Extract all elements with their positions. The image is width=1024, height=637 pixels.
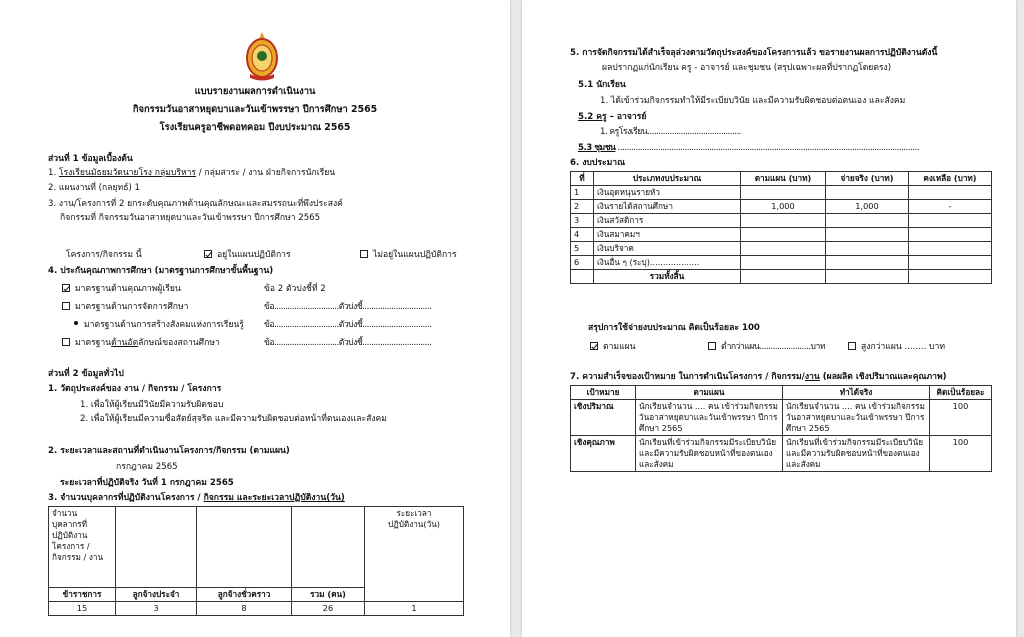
section-5-heading: 5. การจัดกิจกรรมได้สำเร็จลุล่วงตามวัตถุประสงค์ของโครงการแล้ว ขอรายงานผลการปฏิบัติงานดังนี้ bbox=[570, 48, 938, 58]
standard-3-item: ข้อ.............................ตัวบ่งชี้............................... bbox=[264, 320, 432, 330]
table-cell: นักเรียนที่เข้าร่วมกิจกรรมมีระเบียบวินัยและมีความรับผิดชอบหน้าที่ของตนเอง และสังคม bbox=[636, 436, 783, 472]
table-cell bbox=[741, 228, 826, 242]
option-under-plan[interactable]: ต่ำกว่าแผน.......................บาท bbox=[708, 342, 825, 353]
section-7-heading: 7. ความสำเร็จของเป้าหมาย ในการดำเนินโครงการ / กิจกรรม/งาน (ผลผลิต เชิงปริมาณและคุณภาพ) bbox=[570, 372, 947, 382]
checkbox-icon[interactable] bbox=[708, 342, 716, 350]
checkbox-icon[interactable] bbox=[62, 338, 70, 346]
table-cell: นักเรียนที่เข้าร่วมกิจกรรมมีระเบียบวินัยและมีความรับผิดชอบหน้าที่ของตนเอง และสังคม bbox=[783, 436, 930, 472]
goal-col-plan: ตามแผน bbox=[636, 386, 783, 400]
table-cell: เงินบริจาค bbox=[594, 242, 741, 256]
table-cell: 1,000 bbox=[741, 200, 826, 214]
table-cell: 1,000 bbox=[826, 200, 909, 214]
table-cell bbox=[741, 214, 826, 228]
standard-4-item: ข้อ.............................ตัวบ่งชี้............................... bbox=[264, 338, 432, 348]
objective-1: 1. เพื่อให้ผู้เรียนมีวินัยมีความรับผิดชอบ bbox=[80, 400, 224, 410]
value-permanent: 3 bbox=[116, 602, 197, 616]
budget-row bbox=[571, 214, 992, 228]
table-cell: 6 bbox=[571, 256, 594, 270]
table-cell bbox=[826, 228, 909, 242]
standard-2-item: ข้อ.............................ตัวบ่งชี้............................... bbox=[264, 302, 432, 312]
section-5-1: 5.1 นักเรียน bbox=[578, 80, 626, 90]
budget-summary: สรุปการใช้จ่ายงบประมาณ คิดเป็นร้อยละ 100 bbox=[588, 323, 760, 333]
checkbox-icon[interactable] bbox=[360, 250, 368, 258]
objective-2: 2. เพื่อให้ผู้เรียนมีความซื่อสัตย์สุจริต และมีความรับผิดชอบต่อหน้าที่ตนเองและสังคม bbox=[80, 414, 387, 424]
table-cell bbox=[909, 228, 992, 242]
budget-row bbox=[571, 242, 992, 256]
table-cell: 2 bbox=[571, 200, 594, 214]
table-cell bbox=[741, 256, 826, 270]
table-cell bbox=[826, 186, 909, 200]
staff-heading: 3. จำนวนบุคลากรที่ปฏิบัติงานโครงการ / กิจกรรม และระยะเวลาปฏิบัติงาน(วัน) bbox=[48, 493, 345, 503]
standard-4[interactable]: มาตรฐานด้านอัตลักษณ์ของสถานศึกษา bbox=[62, 338, 220, 349]
section-5-sub: ผลปรากฏแก่นักเรียน ครู - อาจารย์ และชุมชน (สรุปเฉพาะผลที่ปรากฏโดยตรง) bbox=[602, 63, 892, 73]
school-title: โรงเรียนครูอาชีพดอทคอม ปีงบประมาณ 2565 bbox=[159, 122, 351, 133]
document-page-right bbox=[522, 0, 1016, 637]
budget-row bbox=[571, 186, 992, 200]
objective-heading: 1. วัตถุประสงค์ของ งาน / กิจกรรม / โครงการ bbox=[48, 384, 222, 394]
item-4: 4. ประกันคุณภาพการศึกษา (มาตรฐานการศึกษาขั้นพื้นฐาน) bbox=[48, 266, 274, 276]
table-cell: 100 bbox=[930, 400, 992, 436]
goal-table bbox=[570, 385, 992, 472]
report-title: แบบรายงานผลการดำเนินงาน bbox=[194, 86, 316, 97]
table-cell bbox=[909, 256, 992, 270]
value-temporary: 8 bbox=[197, 602, 292, 616]
table-cell: 1 bbox=[571, 186, 594, 200]
goal-col-target: เป้าหมาย bbox=[571, 386, 636, 400]
item-3-activity: กิจกรรมที่ กิจกรรมวันอาสาหยุดบาและวันเข้าพรรษา ปีการศึกษา 2565 bbox=[60, 213, 321, 223]
standard-1-item: ข้อ 2 ตัวบ่งชี้ที่ 2 bbox=[264, 284, 326, 294]
table-cell bbox=[909, 242, 992, 256]
col-civil-servant: ข้าราชการ bbox=[49, 588, 116, 602]
staff-header-cell: จำนวน บุคลากรที่ ปฏิบัติงาน โครงการ / กิจกรรม / งาน bbox=[49, 507, 116, 588]
table-cell: 5 bbox=[571, 242, 594, 256]
table-cell: เงินรายได้สถานศึกษา bbox=[594, 200, 741, 214]
activity-title: กิจกรรมวันอาสาหยุดบาและวันเข้าพรรษา ปีการศึกษา 2565 bbox=[132, 104, 378, 115]
section-5-2: 5.2 ครู – อาจารย์ bbox=[578, 112, 647, 122]
table-cell: นักเรียนจำนวน .... คน เข้าร่วมกิจกรรมวันอาสาหยุดบาและวันเข้าพรรษา ปีการศึกษา 2565 bbox=[636, 400, 783, 436]
option-over-plan[interactable]: สูงกว่าแผน ........ บาท bbox=[848, 342, 945, 353]
goal-col-percent: คิดเป็นร้อยละ bbox=[930, 386, 992, 400]
table-cell bbox=[826, 242, 909, 256]
item-1: 1. โรงเรียนมัธยมวัดนายโรง กลุ่มบริหาร / กลุ่มสาระ / งาน ฝ่ายกิจการนักเรียน bbox=[48, 168, 336, 178]
section-5-3: 5.3 ชุมชน ....................................................................................................................................... bbox=[578, 143, 919, 153]
table-cell: - bbox=[909, 200, 992, 214]
in-plan-option[interactable]: อยู่ในแผนปฏิบัติการ bbox=[204, 250, 291, 261]
budget-total-label: รวมทั้งสิ้น bbox=[594, 270, 741, 284]
budget-row bbox=[571, 228, 992, 242]
item-2: 2. แผนงานที่ (กลยุทธ์) 1 bbox=[48, 183, 140, 193]
table-cell: 3 bbox=[571, 214, 594, 228]
period-heading: 2. ระยะเวลาและสถานที่ดำเนินงานโครงการ/กิจกรรม (ตามแผน) bbox=[48, 446, 290, 456]
col-permanent: ลูกจ้างประจำ bbox=[116, 588, 197, 602]
checkbox-checked-icon[interactable] bbox=[204, 250, 212, 258]
goal-row bbox=[571, 436, 992, 472]
table-cell: นักเรียนจำนวน .... คน เข้าร่วมกิจกรรมวันอาสาหยุดบาและวันเข้าพรรษา ปีการศึกษา 2565 bbox=[783, 400, 930, 436]
budget-col-no: ที่ bbox=[571, 172, 594, 186]
table-cell bbox=[909, 214, 992, 228]
table-cell: เงินอื่น ๆ (ระบุ)................... bbox=[594, 256, 741, 270]
budget-row bbox=[571, 200, 992, 214]
checkbox-icon[interactable] bbox=[62, 302, 70, 310]
standard-1[interactable]: มาตรฐานด้านคุณภาพผู้เรียน bbox=[62, 284, 181, 295]
project-label: โครงการ/กิจกรรม นี้ bbox=[66, 250, 142, 260]
table-cell: 4 bbox=[571, 228, 594, 242]
bullet-icon bbox=[74, 321, 78, 325]
section-6-heading: 6. งบประมาณ bbox=[570, 158, 626, 168]
table-cell bbox=[741, 186, 826, 200]
table-cell: เชิงคุณภาพ bbox=[571, 436, 636, 472]
option-as-planned[interactable]: ตามแผน bbox=[590, 342, 636, 353]
value-period: 1 bbox=[365, 602, 464, 616]
not-in-plan-option[interactable]: ไม่อยู่ในแผนปฏิบัติการ bbox=[360, 250, 457, 261]
table-cell bbox=[909, 186, 992, 200]
table-cell: เงินสมาคมฯ bbox=[594, 228, 741, 242]
document-page-left bbox=[0, 0, 510, 637]
col-temporary: ลูกจ้างชั่วคราว bbox=[197, 588, 292, 602]
part2-heading: ส่วนที่ 2 ข้อมูลทั่วไป bbox=[48, 369, 124, 379]
budget-col-plan: ตามแผน (บาท) bbox=[741, 172, 826, 186]
checkbox-checked-icon[interactable] bbox=[590, 342, 598, 350]
checkbox-checked-icon[interactable] bbox=[62, 284, 70, 292]
checkbox-icon[interactable] bbox=[848, 342, 856, 350]
table-cell: 100 bbox=[930, 436, 992, 472]
standard-3: มาตรฐานด้านการสร้างสังคมแห่งการเรียนรู้ bbox=[74, 320, 244, 331]
part1-heading: ส่วนที่ 1 ข้อมูลเบื้องต้น bbox=[48, 154, 133, 164]
staff-table bbox=[48, 506, 464, 616]
table-cell bbox=[826, 214, 909, 228]
budget-row bbox=[571, 256, 992, 270]
period-header-cell: ระยะเวลา ปฏิบัติงาน(วัน) bbox=[365, 507, 464, 602]
goal-row bbox=[571, 400, 992, 436]
section-5-1-item: 1. ได้เข้าร่วมกิจกรรมทำให้มีระเบียบวินัย และมีความรับผิดชอบต่อตนเอง และสังคม bbox=[600, 96, 906, 106]
col-total: รวม (คน) bbox=[292, 588, 365, 602]
table-cell: เชิงปริมาณ bbox=[571, 400, 636, 436]
budget-table bbox=[570, 171, 992, 284]
table-cell bbox=[826, 256, 909, 270]
value-civil-servant: 15 bbox=[49, 602, 116, 616]
budget-col-remaining: คงเหลือ (บาท) bbox=[909, 172, 992, 186]
item-3: 3. งาน/โครงการที่ 2 ยกระดับคุณภาพด้านคุณลักษณะและสมรรถนะที่พึงประสงค์ bbox=[48, 199, 343, 209]
goal-col-actual: ทำได้จริง bbox=[783, 386, 930, 400]
budget-col-type: ประเภทงบประมาณ bbox=[594, 172, 741, 186]
table-cell: เงินสวัสดิการ bbox=[594, 214, 741, 228]
table-cell bbox=[741, 242, 826, 256]
standard-2[interactable]: มาตรฐานด้านการจัดการศึกษา bbox=[62, 302, 188, 313]
period-actual: ระยะเวลาที่ปฏิบัติจริง วันที่ 1 กรกฎาคม 2565 bbox=[60, 478, 234, 488]
budget-col-spent: จ่ายจริง (บาท) bbox=[826, 172, 909, 186]
value-total: 26 bbox=[292, 602, 365, 616]
table-cell: เงินอุดหนุนรายหัว bbox=[594, 186, 741, 200]
period-plan: กรกฎาคม 2565 bbox=[116, 462, 178, 472]
section-5-2-item: 1. ครูโรงเรียน.......................................... bbox=[600, 127, 741, 137]
school-emblem-logo bbox=[244, 30, 280, 82]
